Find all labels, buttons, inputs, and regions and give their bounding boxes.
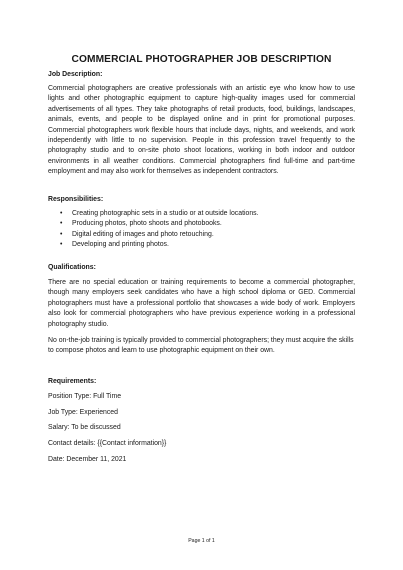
job-type: Job Type: Experienced [48,409,118,416]
bullet-icon: • [60,210,63,217]
job-description-text: Commercial photographers are creative professionals with an artistic eye who know how to use lights and other photographic equipment to capture high-quality images used for commercial advertisements of all types. They take photographs of retail products, food, buildings, landscapes, animals, events, and people to be displayed online and in print for promotional purposes. Commercial photographers work flexible hours that include days, nights, and weekends, and work independently with little to no supervision. People in this profession travel frequently to the photography studio and to on-site photo shoot locations, working in both indoor and outdoor environments in all weather conditions. Commercial photographers find full-time and part-time employment and may also work for themselves as independent contractors. [48,85,355,176]
list-item: • Creating photographic sets in a studio or at outside locations. [48,209,348,219]
date: Date: December 11, 2021 [48,456,127,463]
page-footer: Page 1 of 1 [188,538,215,544]
responsibilities-list [48,209,348,251]
list-item: • Producing photos, photo shoots and photobooks. [48,219,348,229]
qualifications-paragraph-1: There are no special education or training requirements to become a commercial photographer, though many employers seek candidates who have a high school diploma or GED. Commercial photographers must have a professional portfolio that showcases a wide body of work. Employers also look for commercial photographers who have previous experience working in a professional photography studio. [48,279,355,328]
list-item: • Developing and printing photos. [48,240,348,250]
position-type: Position Type: Full Time [48,393,122,400]
list-item: • Digital editing of images and photo retouching. [48,230,348,240]
job-description-heading: Job Description: [48,71,103,78]
bullet-icon: • [60,220,63,228]
qualifications-heading: Qualifications: [48,264,96,271]
bullet-icon: • [60,230,63,238]
document-title: COMMERCIAL PHOTOGRAPHER JOB DESCRIPTION [71,54,332,65]
bullet-icon: • [60,241,63,249]
responsibilities-heading: Responsibilities: [48,196,104,203]
contact-details: Contact details: {{Contact information}} [48,440,167,447]
requirements-heading: Requirements: [48,378,97,385]
qualifications-paragraph-2: No on-the-job training is typically provided to commercial photographers; they must acquire the skills to compose photos and learn to use photographic equipment on their own. [48,337,354,355]
salary: Salary: To be discussed [48,424,121,431]
